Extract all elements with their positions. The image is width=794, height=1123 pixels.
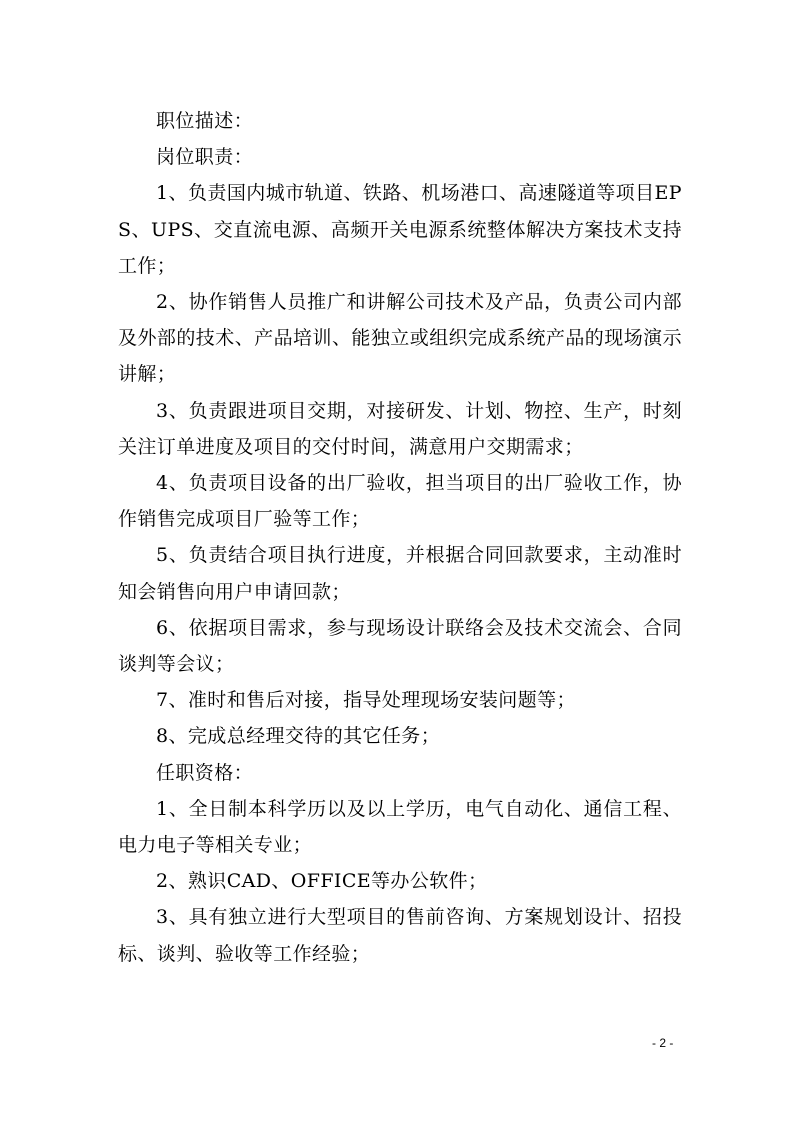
responsibility-item-6: 6、依据项目需求，参与现场设计联络会及技术交流会、合同谈判等会议；: [118, 616, 682, 676]
responsibility-item-7: 7、准时和售后对接，指导处理现场安装问题等；: [156, 689, 576, 712]
responsibility-item-3: 3、负责跟进项目交期，对接研发、计划、物控、生产，时刻关注订单进度及项目的交付时间，满意用户交期需求；: [118, 399, 682, 458]
document-body: [118, 103, 682, 972]
responsibility-item-4: 4、负责项目设备的出厂验收，担当项目的出厂验收工作，协作销售完成项目厂验等工作；: [118, 472, 682, 531]
qualifications-heading: 任职资格：: [156, 761, 254, 784]
qualification-item-3: 3、具有独立进行大型项目的售前咨询、方案规划设计、招投标、谈判、验收等工作经验；: [118, 906, 682, 965]
job-description-heading: 职位描述：: [156, 110, 254, 132]
responsibility-item-8: 8、完成总经理交待的其它任务；: [156, 725, 441, 748]
responsibilities-heading: 岗位职责：: [156, 146, 254, 169]
responsibility-item-5: 5、负责结合项目执行进度，并根据合同回款要求，主动准时知会销售向用户申请回款；: [118, 544, 682, 603]
qualification-item-1: 1、全日制本科学历以及以上学历，电气自动化、通信工程、电力电子等相关专业；: [118, 797, 682, 857]
qualification-item-2: 2、熟识CAD、OFFICE等办公软件；: [156, 870, 488, 893]
responsibility-item-2: 2、协作销售人员推广和讲解公司技术及产品，负责公司内部及外部的技术、产品培训、能独立或组织完成系统产品的现场演示讲解；: [118, 291, 682, 386]
page-number: - 2 -: [652, 1036, 674, 1050]
responsibility-item-1: 1、负责国内城市轨道、铁路、机场港口、高速隧道等项目EPS、UPS、交直流电源、高频开关电源系统整体解决方案技术支持工作；: [118, 182, 682, 277]
